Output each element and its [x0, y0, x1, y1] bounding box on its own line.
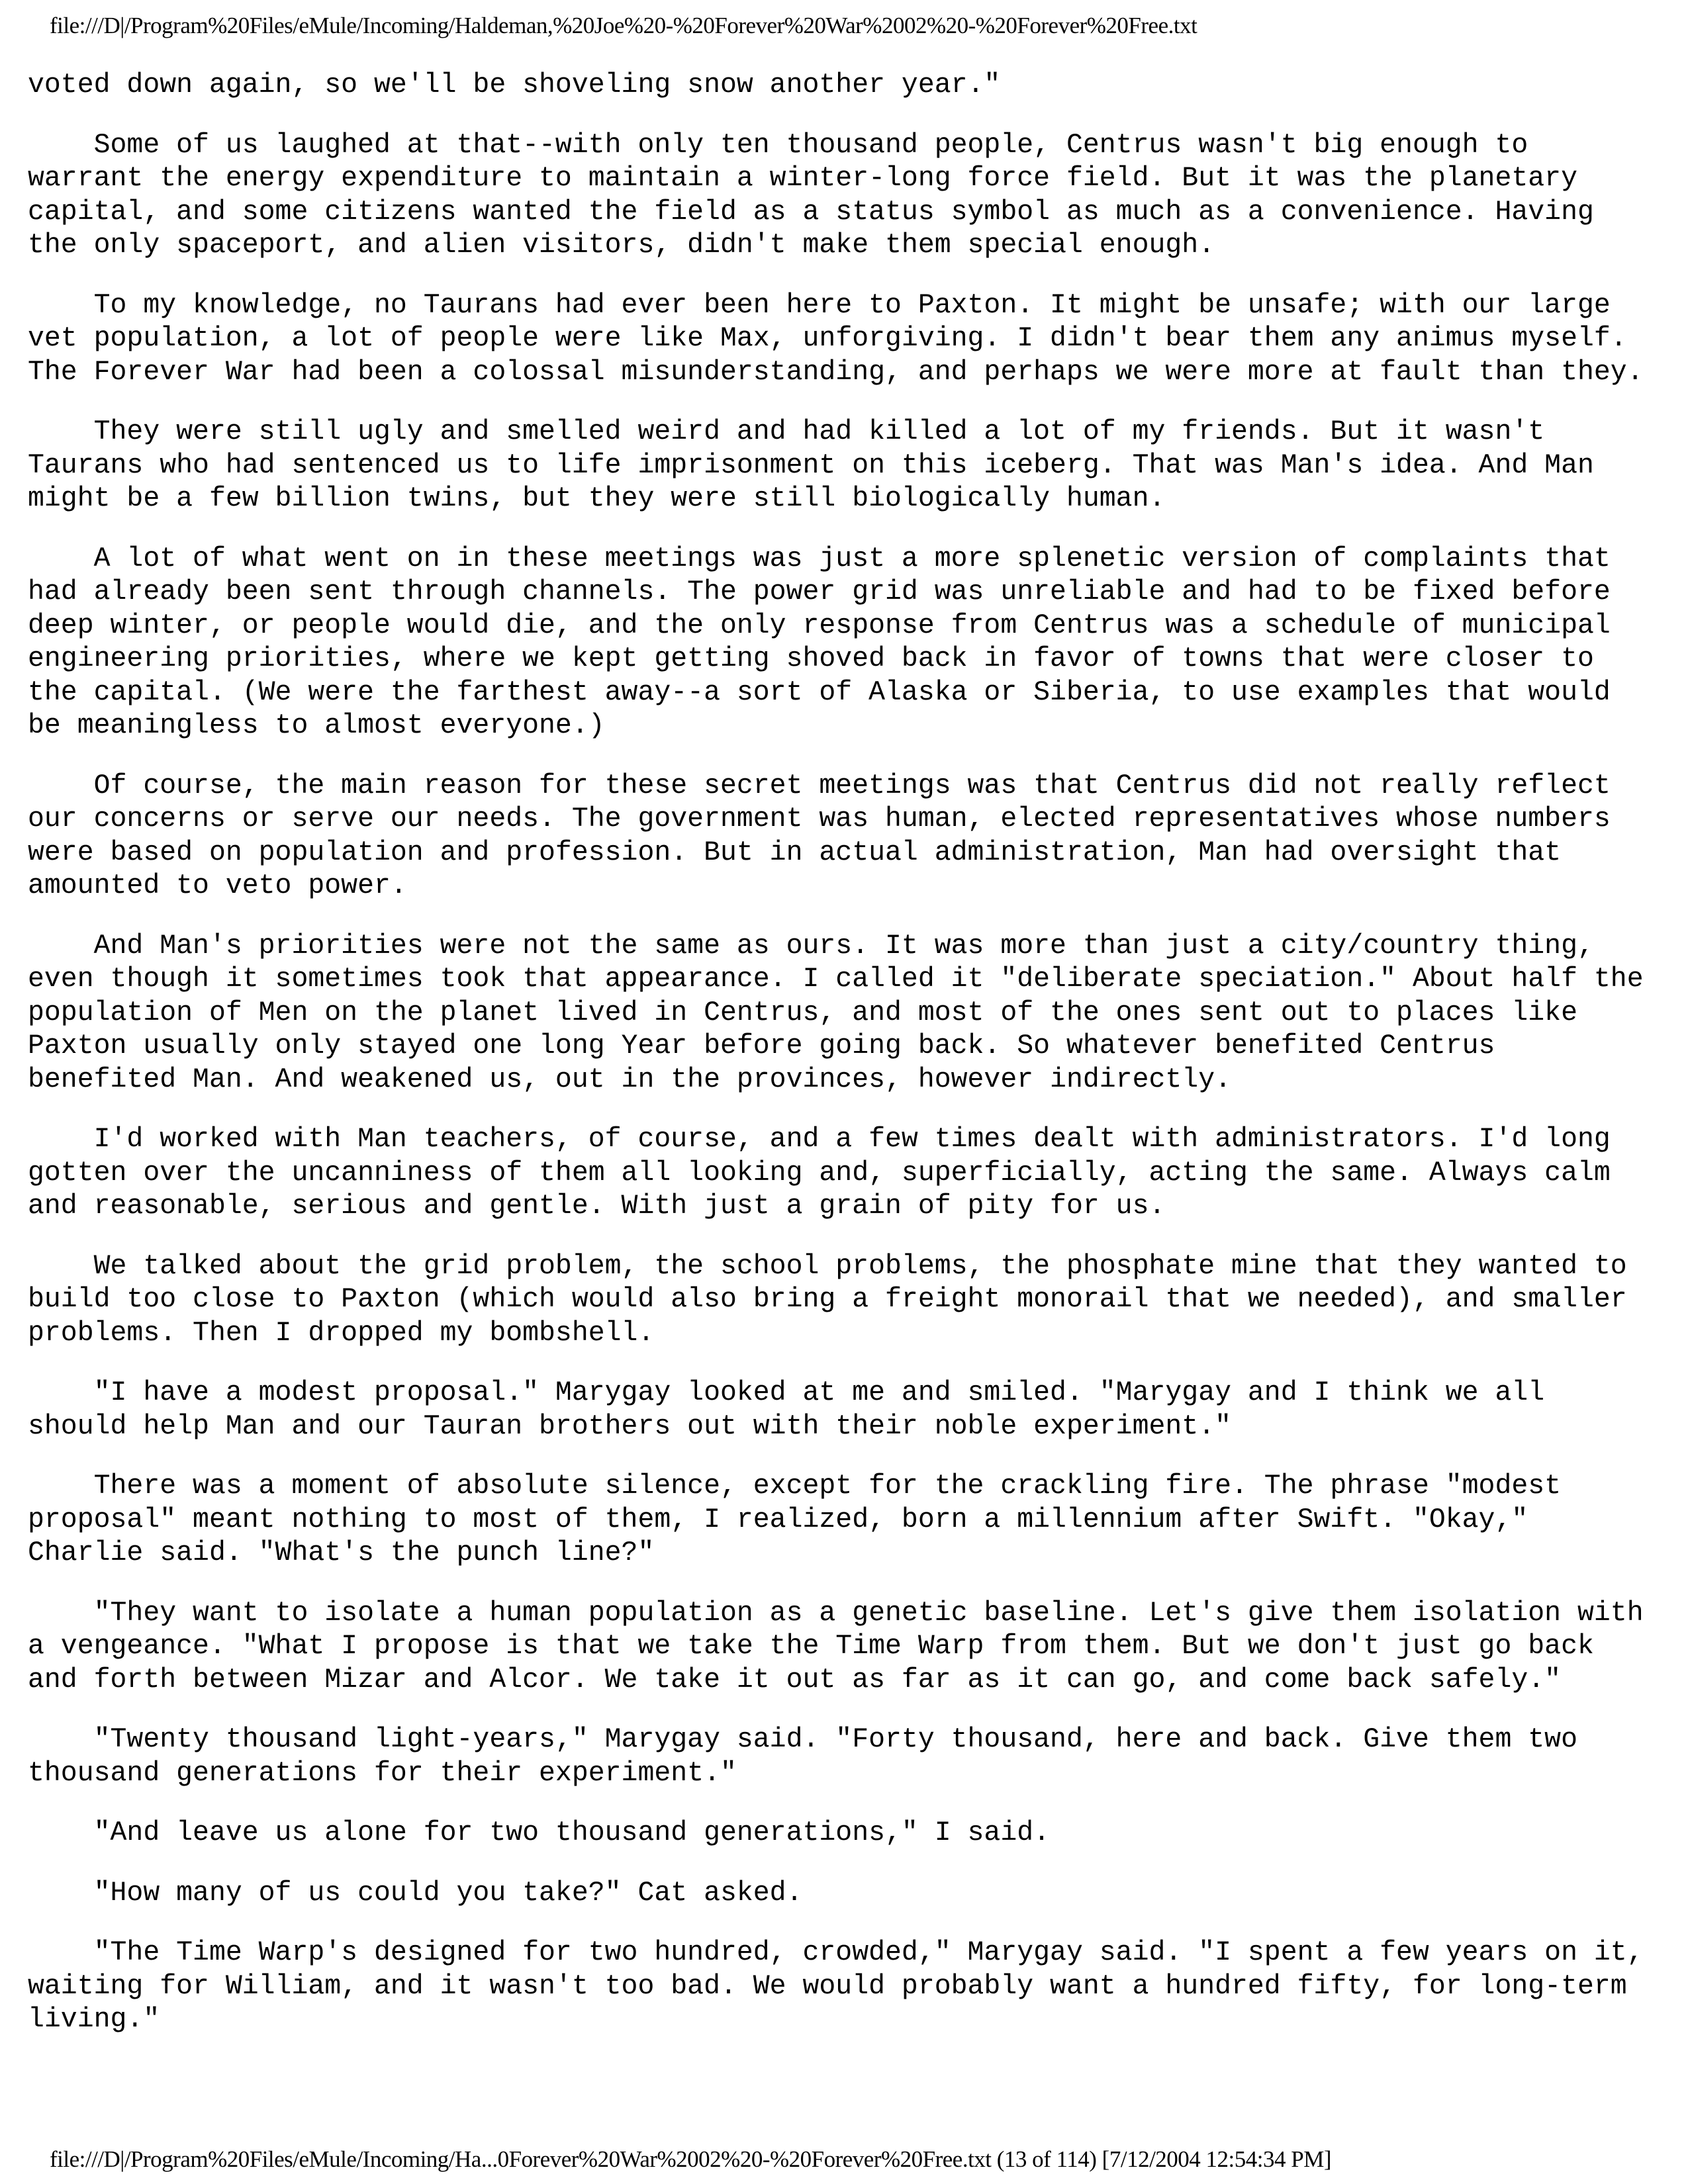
paragraph: They were still ugly and smelled weird and had killed a lot of my friends. But it wasn't Taurans who had sentenced us to life imprisonment on this iceberg. That was Man's idea. And Man might be a few billion twins, but they were still biologically human. — [28, 416, 1594, 514]
paragraph: Some of us laughed at that--with only ten thousand people, Centrus wasn't big enough to warrant the energy expenditure to maintain a winter-long force field. But it was the planetary capital, and some citizens wanted the field as a status symbol as much as a convenience. Having the only spaceport, and alien visitors, didn't make them special enough. — [28, 129, 1594, 261]
paragraph: voted down again, so we'll be shoveling snow another year." — [28, 69, 1001, 101]
paragraph: "And leave us alone for two thousand generations," I said. — [28, 1817, 1051, 1848]
document-body — [28, 69, 1669, 2064]
paragraph: I'd worked with Man teachers, of course, and a few times dealt with administrators. I'd long gotten over the uncanniness of them all looking and, superficially, acting the same. Always calm and reasonable, serious and gentle. With just a grain of pity for us. — [28, 1124, 1611, 1222]
paragraph: There was a moment of absolute silence, except for the crackling fire. The phrase "modest proposal" meant nothing to most of them, I realized, born a millennium after Swift. "Okay," Charlie said. "What's the punch line?" — [28, 1471, 1562, 1569]
paragraph: And Man's priorities were not the same as ours. It was more than just a city/country thing, even though it sometimes took that appearance. I called it "deliberate speciation." About half the population of Men on the planet lived in Centrus, and most of the ones sent out to places like Paxton usually only stayed one long Year before going back. So whatever benefited Centrus benefited Man. And weakened us, out in the provinces, however indirectly. — [28, 930, 1644, 1095]
paragraph: "They want to isolate a human population as a genetic baseline. Let's give them isolation with a vengeance. "What I propose is that we take the Time Warp from them. But we don't just go back and forth between Mizar and Alcor. We take it out as far as it can go, and come back safely." — [28, 1597, 1644, 1696]
page-header-url: file:///D|/Program%20Files/eMule/Incoming/Haldeman,%20Joe%20-%20Forever%20War%2002%20-%20Forever%20Free.txt — [50, 13, 1197, 38]
paragraph: Of course, the main reason for these secret meetings was that Centrus did not really reflect our concerns or serve our needs. The government was human, elected representatives whose numbers were based on population and profession. But in actual administration, Man had oversight that amounted to veto power. — [28, 770, 1611, 901]
paragraph: "How many of us could you take?" Cat asked. — [28, 1877, 803, 1909]
paragraph: "I have a modest proposal." Marygay looked at me and smiled. "Marygay and I think we all should help Man and our Tauran brothers out with their noble experiment." — [28, 1377, 1545, 1442]
page-footer-url: file:///D|/Program%20Files/eMule/Incoming/Ha...0Forever%20War%2002%20-%20Forever%20Free.txt (13 of 114) [7/12/2004 12:54:34 PM] — [50, 2146, 1331, 2172]
paragraph: "Twenty thousand light-years," Marygay said. "Forty thousand, here and back. Give them two thousand generations for their experiment." — [28, 1724, 1577, 1789]
paragraph: To my knowledge, no Taurans had ever been here to Paxton. It might be unsafe; with our large vet population, a lot of people were like Max, unforgiving. I didn't bear them any animus myself. The Forever War had been a colossal misunderstanding, and perhaps we were more at fault than they. — [28, 289, 1644, 388]
paragraph: A lot of what went on in these meetings was just a more splenetic version of complaints that had already been sent through channels. The power grid was unreliable and had to be fixed before deep winter, or people would die, and the only response from Centrus was a schedule of municipal engineering priorities, where we kept getting shoved back in favor of towns that were closer to the capital. (We were the farthest away--a sort of Alaska or Siberia, to use examples that would be meaningless to almost everyone.) — [28, 543, 1611, 741]
paragraph: We talked about the grid problem, the school problems, the phosphate mine that they wanted to build too close to Paxton (which would also bring a freight monorail that we needed), and smaller problems. Then I dropped my bombshell. — [28, 1250, 1627, 1349]
paragraph: "The Time Warp's designed for two hundred, crowded," Marygay said. "I spent a few years on it, waiting for William, and it wasn't too bad. We would probably want a hundred fifty, for long-term living." — [28, 1937, 1644, 2035]
